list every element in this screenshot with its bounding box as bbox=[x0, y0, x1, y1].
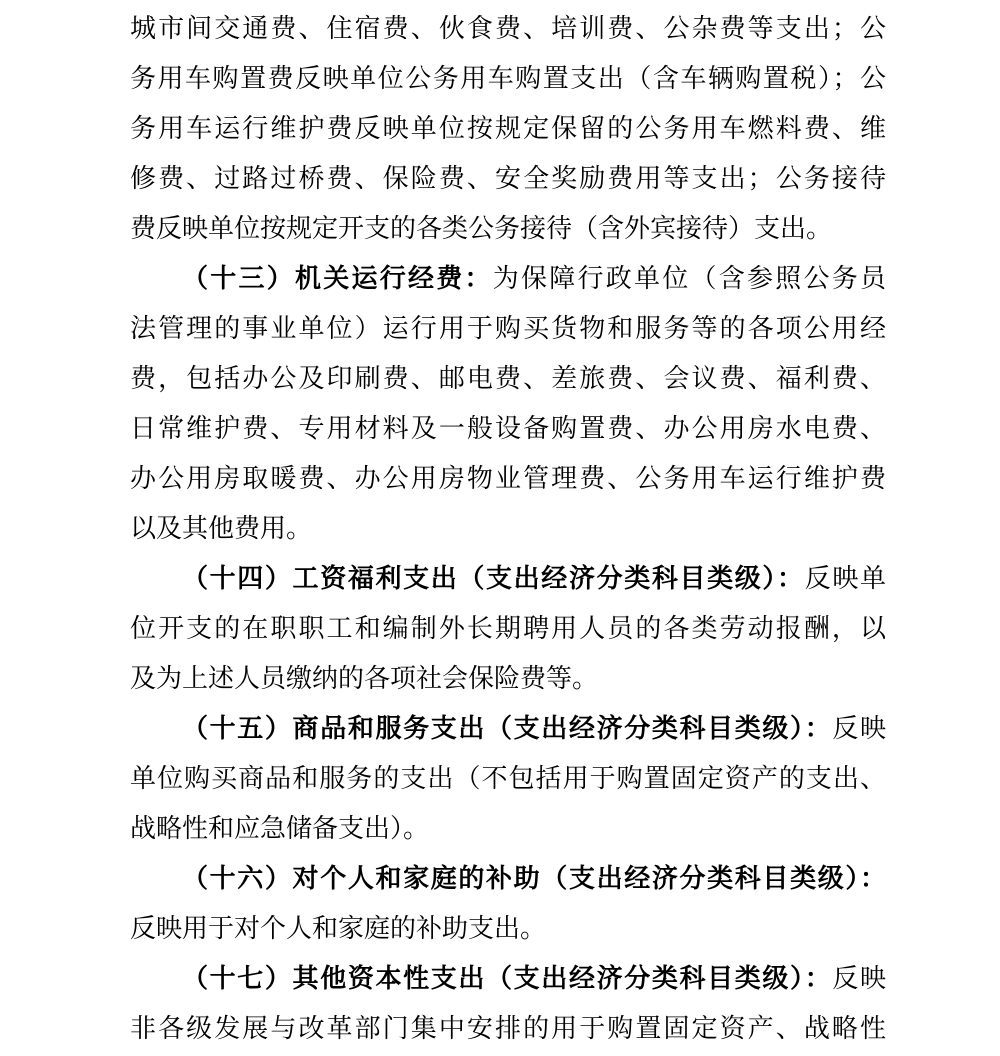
body-text: 单位购买商品和服务的支出（不包括用于购置固定资产的支出、 bbox=[130, 764, 886, 793]
body-text: 以及其他费用。 bbox=[130, 514, 313, 543]
text-line bbox=[130, 454, 886, 504]
body-text: 反映单 bbox=[804, 564, 886, 593]
body-text: 反映用于对个人和家庭的补助支出。 bbox=[130, 914, 547, 943]
body-text: 及为上述人员缴纳的各项社会保险费等。 bbox=[130, 664, 599, 693]
body-text: 非各级发展与改革部门集中安排的用于购置固定资产、战略性 bbox=[130, 1014, 886, 1043]
text-line bbox=[130, 804, 886, 854]
body-text: 反映 bbox=[832, 964, 886, 993]
text-line bbox=[130, 254, 886, 304]
document-text-column bbox=[130, 4, 886, 1054]
body-text: 务用车购置费反映单位公务用车购置支出（含车辆购置税）；公 bbox=[130, 64, 886, 93]
body-text: 务用车运行维护费反映单位按规定保留的公务用车燃料费、维 bbox=[130, 114, 886, 143]
text-line bbox=[130, 354, 886, 404]
paragraph-item-17-qita-zibenxing-zhichu bbox=[130, 954, 886, 1054]
paragraph-item-13-jiguan-yunxing-jingfei bbox=[130, 254, 886, 554]
text-line bbox=[130, 854, 886, 904]
body-text: 位开支的在职职工和编制外长期聘用人员的各类劳动报酬，以 bbox=[130, 614, 886, 643]
text-line bbox=[130, 654, 886, 704]
paragraph-item-15-shangpin-fuwu-zhichu bbox=[130, 704, 886, 854]
text-line bbox=[130, 754, 886, 804]
body-text: 反映 bbox=[832, 714, 886, 743]
body-text: 费，包括办公及印刷费、邮电费、差旅费、会议费、福利费、 bbox=[130, 364, 886, 393]
text-line bbox=[130, 304, 886, 354]
text-line bbox=[130, 1004, 886, 1054]
text-line bbox=[130, 954, 886, 1004]
body-text: 办公用房取暖费、办公用房物业管理费、公务用车运行维护费 bbox=[130, 464, 886, 493]
section-heading-text: （十六）对个人和家庭的补助（支出经济分类科目类级）： bbox=[182, 864, 886, 893]
paragraph-continued-sanggong-expenses bbox=[130, 4, 886, 254]
body-text: 为保障行政单位（含参照公务员 bbox=[492, 264, 886, 293]
text-line bbox=[130, 4, 886, 54]
body-text: 城市间交通费、住宿费、伙食费、培训费、公杂费等支出；公 bbox=[130, 14, 886, 43]
body-text: 日常维护费、专用材料及一般设备购置费、办公用房水电费、 bbox=[130, 414, 886, 443]
section-heading-text: （十四）工资福利支出（支出经济分类科目类级）： bbox=[182, 564, 805, 593]
body-text: 法管理的事业单位）运行用于购买货物和服务等的各项公用经 bbox=[130, 314, 886, 343]
body-text: 战略性和应急储备支出）。 bbox=[130, 814, 430, 843]
text-line bbox=[130, 504, 886, 554]
paragraph-item-16-duigeren-jiating-buzhu bbox=[130, 854, 886, 954]
text-line bbox=[130, 704, 886, 754]
text-line bbox=[130, 204, 886, 254]
text-line bbox=[130, 554, 886, 604]
body-text: 修费、过路过桥费、保险费、安全奖励费用等支出；公务接待 bbox=[130, 164, 886, 193]
text-line bbox=[130, 154, 886, 204]
text-line bbox=[130, 604, 886, 654]
body-text: 费反映单位按规定开支的各类公务接待（含外宾接待）支出。 bbox=[130, 214, 833, 243]
paragraph-item-14-gongzi-fuli-zhichu bbox=[130, 554, 886, 704]
section-heading-text: （十三）机关运行经费： bbox=[182, 264, 493, 293]
text-line bbox=[130, 54, 886, 104]
text-line bbox=[130, 104, 886, 154]
text-line bbox=[130, 904, 886, 954]
text-line bbox=[130, 404, 886, 454]
section-heading-text: （十五）商品和服务支出（支出经济分类科目类级）： bbox=[182, 714, 833, 743]
section-heading-text: （十七）其他资本性支出（支出经济分类科目类级）： bbox=[182, 964, 833, 993]
